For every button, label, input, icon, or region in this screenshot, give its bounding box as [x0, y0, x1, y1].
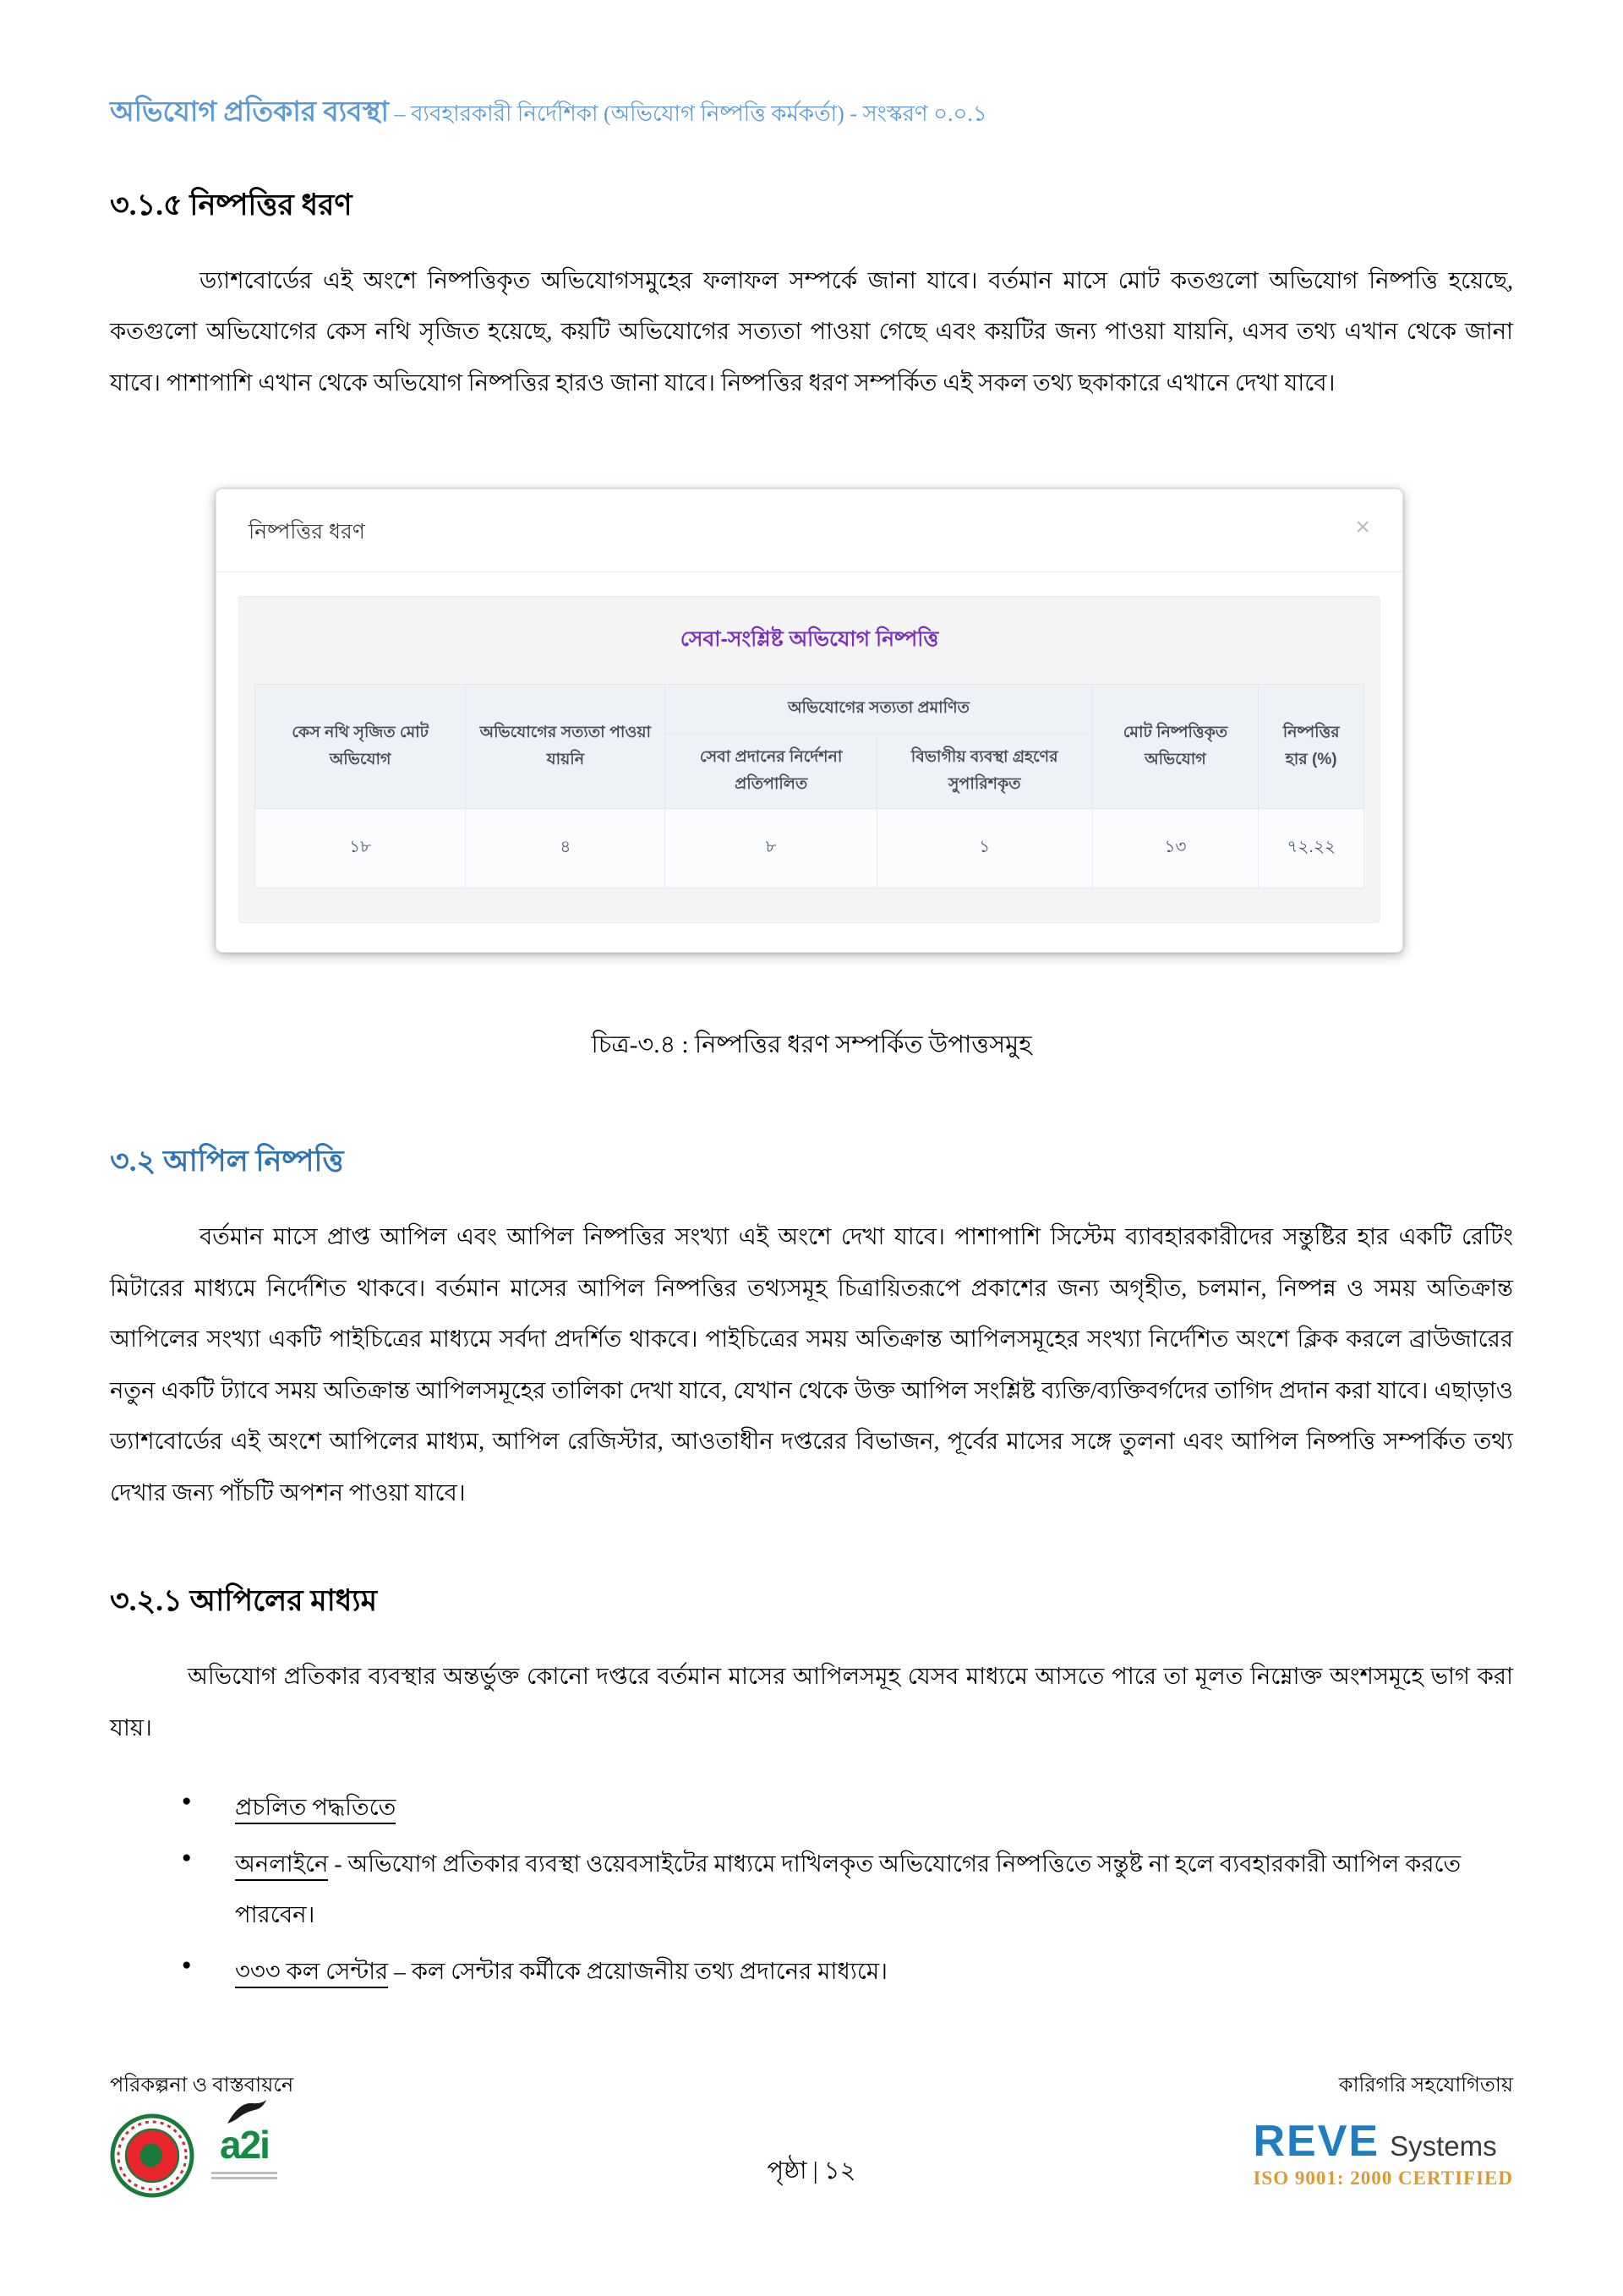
- col-header-group-proven: অভিযোগের সত্যতা প্রমাণিত: [665, 685, 1092, 733]
- appeal-methods-list: [110, 1782, 1513, 1997]
- close-icon[interactable]: ×: [1355, 513, 1370, 542]
- modal-title: নিষ্পত্তির ধরণ: [249, 520, 365, 544]
- footer-right-label: কারিগরি সহযোগিতায়: [1338, 2075, 1513, 2096]
- page-number: পৃষ্ঠা | ১২: [767, 2157, 856, 2184]
- list-item: [110, 1839, 1513, 1941]
- doc-subtitle: – ব্যবহারকারী নির্দেশিকা (অভিযোগ নিষ্পত্তি কর্মকর্তা) - সংস্করণ ০.০.১: [388, 101, 987, 126]
- figure-caption: চিত্র-৩.৪ : নিষ্পত্তির ধরণ সম্পর্কিত উপাত্তসমুহ: [591, 1031, 1032, 1059]
- col-header-rate: নিষ্পত্তির হার (%): [1259, 685, 1364, 809]
- bullet-lead: অনলাইনে: [235, 1850, 328, 1881]
- running-header: [110, 95, 1513, 131]
- bullet-text: - অভিযোগ প্রতিকার ব্যবস্থা ওয়েবসাইটের মাধ্যমে দাখিলকৃত অভিযোগের নিষ্পত্তিতে সন্তুষ্ট না হলে ব্যবহারকারী আপিল করতে পারবেন।: [235, 1850, 1462, 1928]
- bullet-text: – কল সেন্টার কর্মীকে প্রয়োজনীয় তথ্য প্রদানের মাধ্যমে।: [388, 1957, 888, 1984]
- modal-body: [216, 572, 1402, 952]
- resolution-type-modal: [216, 489, 1403, 953]
- reve-name: REVE: [1253, 2117, 1380, 2166]
- col-header-case-total: কেস নথি সৃজিত মোট অভিযোগ: [255, 685, 466, 809]
- doc-title: অভিযোগ প্রতিকার ব্যবস্থা: [110, 97, 389, 128]
- section-heading-3-1-5: ৩.১.৫ নিষ্পত্তির ধরণ: [110, 188, 352, 221]
- cell-total-resolved: ১৩: [1092, 809, 1259, 888]
- figure-screenshot: [216, 489, 1403, 953]
- panel-title: সেবা-সংশ্লিষ্ট অভিযোগ নিষ্পত্তি: [680, 627, 939, 652]
- list-item: [110, 1782, 1513, 1834]
- a2i-label: a2i: [220, 2123, 269, 2167]
- resolution-stats-table: [254, 684, 1364, 888]
- section-heading-3-2: ৩.২ আপিল নিষ্পত্তি: [110, 1145, 344, 1178]
- bullet-lead: ৩৩৩ কল সেন্টার: [235, 1958, 388, 1988]
- reve-iso-line: ISO 9001: 2000 CERTIFIED: [1253, 2168, 1513, 2189]
- cell-not-proven: ৪: [466, 809, 665, 888]
- list-item: [110, 1946, 1513, 1998]
- reve-suffix: Systems: [1390, 2130, 1497, 2162]
- stats-panel: [238, 596, 1380, 923]
- footer-left-label: পরিকল্পনা ও বাস্তবায়নে: [110, 2075, 294, 2096]
- col-header-not-proven: অভিযোগের সত্যতা পাওয়া যায়নি: [466, 685, 665, 809]
- col-header-service-directive: সেবা প্রদানের নির্দেশনা প্রতিপালিত: [665, 733, 877, 809]
- a2i-bird-icon: [221, 2100, 268, 2125]
- cell-rate: ৭২.২২: [1259, 809, 1364, 888]
- paragraph-3-2-1: অভিযোগ প্রতিকার ব্যবস্থার অন্তর্ভুক্ত কোনো দপ্তরে বর্তমান মাসের আপিলসমূহ যেসব মাধ্যমে আসতে পারে তা মূলত নিম্নোক্ত অংশসমূহে ভাগ করা যায়।: [110, 1663, 1513, 1741]
- col-header-total-resolved: মোট নিষ্পত্তিকৃত অভিযোগ: [1092, 685, 1259, 809]
- paragraph-3-2: বর্তমান মাসে প্রাপ্ত আপিল এবং আপিল নিষ্পত্তির সংখ্যা এই অংশে দেখা যাবে। পাশাপাশি সিস্টেম ব্যাবহারকারীদের সন্তুষ্টির হার একটি রেটিং মিটারের মাধ্যমে নির্দেশিত থাকবে। বর্তমান মাসের আপিল নিষ্পত্তির তথ্যসমূহ চিত্রায়িতরূপে প্রকাশের জন্য অগৃহীত, চলমান, নিষ্পন্ন ও সময় অতিক্রান্ত আপিলের সংখ্যা একটি পাইচিত্রের মাধ্যমে সর্বদা প্রদর্শিত থাকবে। পাইচিত্রের সময় অতিক্রান্ত আপিলসমূহের সংখ্যা নির্দেশিত অংশে ক্লিক করলে ব্রাউজারের নতুন একটি ট্যাবে সময় অতিক্রান্ত আপিলসমূহের তালিকা দেখা যাবে, যেখান থেকে উক্ত আপিল সংশ্লিষ্ট ব্যক্তি/ব্যক্তিবর্গদের তাগিদ প্রদান করা যাবে। এছাড়াও ড্যাশবোর্ডের এই অংশে আপিলের মাধ্যম, আপিল রেজিস্টার, আওতাধীন দপ্তরের বিভাজন, পূর্বের মাসের সঙ্গে তুলনা এবং আপিল নিষ্পত্তি সম্পর্কিত তথ্য দেখার জন্য পাঁচটি অপশন পাওয়া যাবে।: [110, 1223, 1513, 1506]
- paragraph-3-1-5: ড্যাশবোর্ডের এই অংশে নিষ্পত্তিকৃত অভিযোগসমুহের ফলাফল সম্পর্কে জানা যাবে। বর্তমান মাসে মোট কতগুলো অভিযোগ নিষ্পত্তি হয়েছে, কতগুলো অভিযোগের কেস নথি সৃজিত হয়েছে, কয়টি অভিযোগের সত্যতা পাওয়া গেছে এবং কয়টির জন্য পাওয়া যায়নি, এসব তথ্য এখান থেকে জানা যাবে। পাশাপাশি এখান থেকে অভিযোগ নিষ্পত্তির হারও জানা যাবে। নিষ্পত্তির ধরণ সম্পর্কিত এই সকল তথ্য ছকাকারে এখানে দেখা যাবে।: [110, 266, 1513, 396]
- modal-header: [216, 489, 1402, 572]
- table-row: [255, 809, 1364, 888]
- bullet-icon: ●: [182, 1848, 192, 1867]
- col-header-departmental: বিভাগীয় ব্যবস্থা গ্রহণের সুপারিশকৃত: [877, 733, 1092, 809]
- cell-case-total: ১৮: [255, 809, 466, 888]
- cell-service-directive: ৮: [665, 809, 877, 888]
- bullet-icon: ●: [182, 1955, 192, 1974]
- cell-departmental: ১: [877, 809, 1092, 888]
- bullet-lead: প্রচলিত পদ্ধতিতে: [235, 1794, 396, 1824]
- bullet-icon: ●: [182, 1792, 192, 1811]
- section-heading-3-2-1: ৩.২.১ আপিলের মাধ্যম: [110, 1584, 378, 1618]
